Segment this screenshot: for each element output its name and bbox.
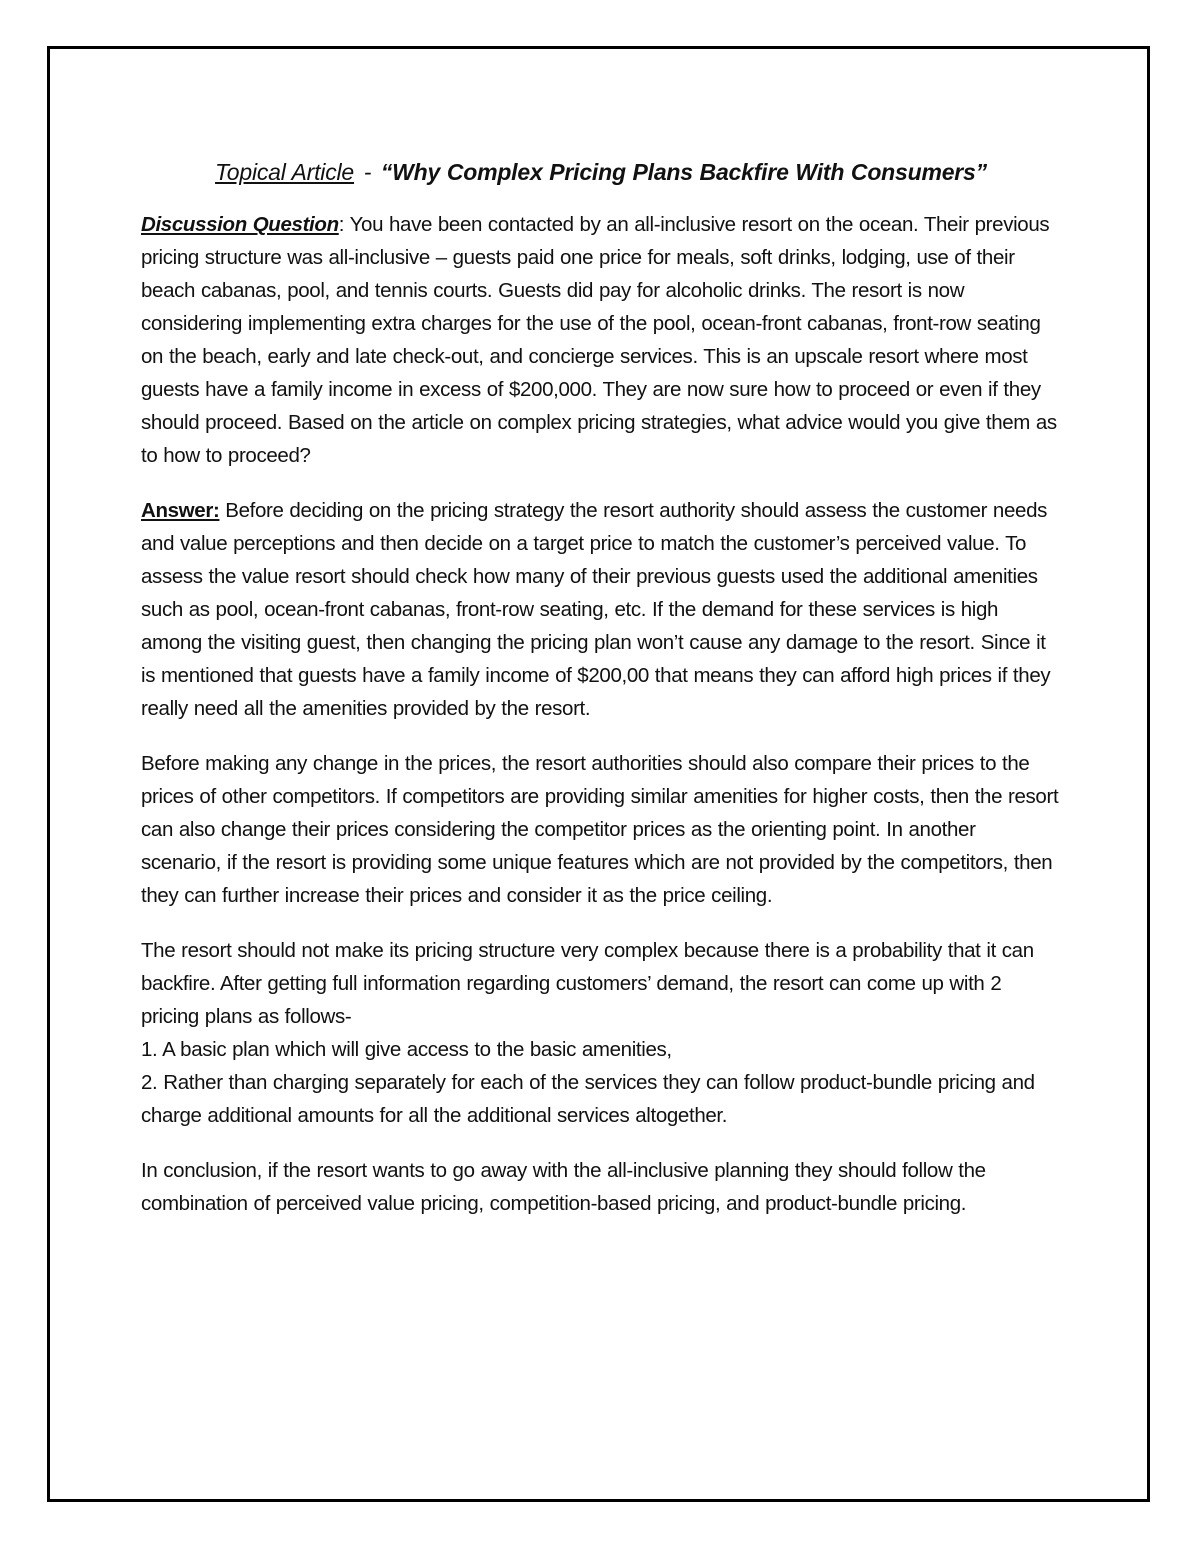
title-separator: - [357,159,378,185]
discussion-question-paragraph [141,208,1061,472]
conclusion-paragraph: In conclusion, if the resort wants to go away with the all-inclusive planning they should follow the combination of perceived value pricing, competition-based pricing, and product-bundle pricing. [141,1159,986,1215]
answer-paragraph [141,494,1061,725]
answer-text: Before deciding on the pricing strategy the resort authority should assess the customer needs and value perceptions and then decide on a target price to match the customer’s perceived value. To assess the value resort should check how many of their previous guests used the additional amenities such as pool, ocean-front cabanas, front-row seating, etc. If the demand for these services is high among the visiting guest, then changing the pricing plan won’t cause any damage to the resort. Since it is mentioned that guests have a family income of $200,00 that means they can afford high prices if they really need all the amenities provided by the resort. [141,499,1051,720]
pricing-plan-item-1: 1. A basic plan which will give access to the basic amenities, [141,1038,672,1061]
competitor-pricing-paragraph: Before making any change in the prices, the resort authorities should also compare their prices to the prices of other competitors. If competitors are providing similar amenities for higher costs, then the resort can also change their prices considering the competitor prices as the orienting point. In another scenario, if the resort is providing some unique features which are not provided by the competitors, then they can further increase their prices and consider it as the price ceiling. [141,752,1059,907]
pricing-plan-item-2: 2. Rather than charging separately for each of the services they can follow product-bundle pricing and charge additional amounts for all the additional services altogether. [141,1071,1035,1127]
discussion-question-label: Discussion Question [141,213,339,236]
discussion-question-text: You have been contacted by an all-inclusive resort on the ocean. Their previous pricing structure was all-inclusive – guests paid one price for meals, soft drinks, lodging, use of their beach cabanas, pool, and tennis courts. Guests did pay for alcoholic drinks. The resort is now considering implementing extra charges for the use of the pool, ocean-front cabanas, front-row seating on the beach, early and late check-out, and concierge services. This is an upscale resort where most guests have a family income in excess of $200,000. They are now sure how to proceed or even if they should proceed. Based on the article on complex pricing strategies, what advice would you give them as to how to proceed? [141,213,1057,467]
answer-label: Answer: [141,499,220,522]
pricing-plans-paragraph [141,934,1061,1132]
article-title: “Why Complex Pricing Plans Backfire With Consumers” [380,159,987,185]
discussion-question-colon: : [338,213,345,236]
document-body [141,152,1061,1242]
pricing-plans-intro: The resort should not make its pricing structure very complex because there is a probability that it can backfire. After getting full information regarding customers’ demand, the resort can come up with 2 pricing plans as follows- [141,939,1034,1028]
document-title [141,152,1061,192]
title-label: Topical Article [215,159,355,185]
